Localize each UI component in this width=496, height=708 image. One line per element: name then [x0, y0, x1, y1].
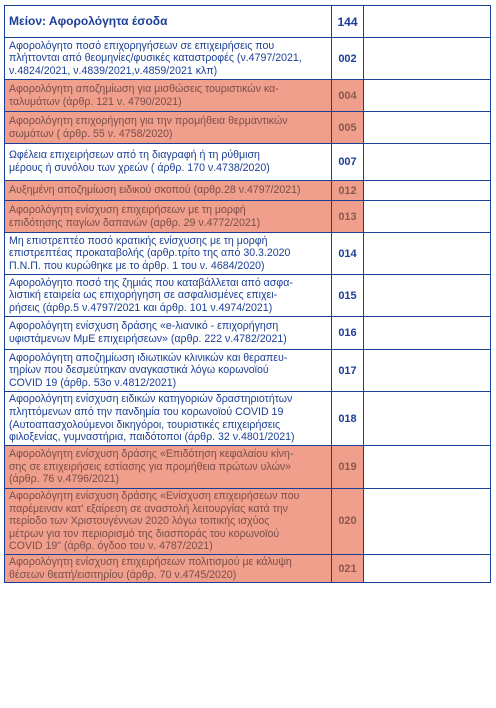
- description-line: σωμάτων ( άρθρ. 55 ν. 4758/2020): [9, 127, 173, 140]
- description-line: φιλοξενίας, γυμναστήρια, παιδότοποι (άρθρ. 32 ν.4801/2021): [9, 431, 295, 444]
- row-description: [5, 350, 332, 392]
- row-code: 021: [332, 554, 364, 582]
- row-code: 012: [332, 181, 364, 201]
- row-value-field[interactable]: [364, 80, 491, 112]
- row-description: [5, 80, 332, 112]
- row-description: [5, 489, 332, 555]
- row-code: 018: [332, 392, 364, 446]
- row-value-field[interactable]: [364, 446, 491, 489]
- row-description: [5, 392, 332, 446]
- row-code: 013: [332, 201, 364, 233]
- row-value-field[interactable]: [364, 201, 491, 233]
- description-line: COVID 19" (άρθρ. όγδοο του ν. 4787/2021): [9, 540, 213, 553]
- income-row-019: [5, 446, 491, 489]
- income-row-002: [5, 38, 491, 80]
- income-row-015: [5, 275, 491, 317]
- income-row-018: [5, 392, 491, 446]
- row-code: 002: [332, 38, 364, 80]
- description-line: Αφορολόγητη αποζημίωση ιδιωτικών κλινικών και θεραπευ-: [9, 351, 288, 364]
- description-line: Αφορολόγητη ενίσχυση δράσης «Ενίσχυση επιχειρήσεων που: [9, 490, 300, 502]
- row-description: [5, 144, 332, 181]
- non-taxable-income-table: [4, 5, 491, 583]
- description-line: Αφορολόγητη ενίσχυση δράσης «Επιδότηση κεφαλαίου κίνη-: [9, 448, 294, 461]
- row-code: 004: [332, 80, 364, 112]
- description-line: Αφορολόγητη ενίσχυση επιχειρήσεων πολιτισμού με κάλυψη: [9, 555, 292, 568]
- row-description: [5, 446, 332, 489]
- row-code: 019: [332, 446, 364, 489]
- income-row-007: [5, 144, 491, 181]
- description-line: (άρθρ. 76 ν.4796/2021): [9, 473, 120, 486]
- description-line: Ωφέλεια επιχειρήσεων από τη διαγραφή ή τη ρύθμιση: [9, 149, 260, 162]
- income-row-016: [5, 317, 491, 350]
- row-code: 007: [332, 144, 364, 181]
- description-line: ν.4824/2021, ν.4839/2021,ν.4859/2021 κλπ): [9, 64, 218, 77]
- description-line: COVID 19 (άρθρ. 53ο ν.4812/2021): [9, 376, 177, 389]
- description-line: περίοδο των Χριστουγέννων 2020 λόγω τοπικής ισχύος: [9, 515, 270, 528]
- row-value-field[interactable]: [364, 38, 491, 80]
- section-value-field[interactable]: [364, 6, 491, 38]
- description-line: επιστρεπτέας προκαταβολής (αρθρ.τρίτο της από 30.3.2020: [9, 247, 291, 260]
- description-line: μέρους ή συνόλου των χρεών ( άρθρ. 170 ν.4738/2020): [9, 162, 270, 174]
- row-value-field[interactable]: [364, 392, 491, 446]
- description-line: Αφορολόγητο ποσό επιχορηγήσεων σε επιχειρήσεις που: [9, 39, 275, 52]
- income-row-021: [5, 554, 491, 582]
- row-value-field[interactable]: [364, 233, 491, 275]
- row-value-field[interactable]: [364, 350, 491, 392]
- row-description: [5, 554, 332, 582]
- row-description: [5, 275, 332, 317]
- income-row-004: [5, 80, 491, 112]
- description-line: Αφορολόγητη ενίσχυση ειδικών κατηγοριών δραστηριοτήτων: [9, 393, 293, 406]
- row-code: 020: [332, 489, 364, 555]
- row-value-field[interactable]: [364, 275, 491, 317]
- row-value-field[interactable]: [364, 317, 491, 350]
- description-line: Αφορολόγητη επιχορήγηση για την προμήθεια θερμαντικών: [9, 114, 288, 127]
- row-description: [5, 38, 332, 80]
- row-description: [5, 317, 332, 350]
- income-row-012: [5, 181, 491, 201]
- row-value-field[interactable]: [364, 112, 491, 144]
- description-line: Αφορολόγητη αποζημίωση για μισθώσεις τουριστικών κα-: [9, 82, 279, 95]
- income-row-017: [5, 350, 491, 392]
- description-line: Αφορολόγητη ενίσχυση επιχειρήσεων με τη μορφή: [9, 203, 246, 216]
- description-line: θέσεων θεατή/εισιτηρίου (άρθρ. 70 ν.4745/2020): [9, 568, 237, 581]
- description-line: παρέμειναν κατ' εξαίρεση σε αναστολή λειτουργίας κατά την: [9, 502, 288, 515]
- description-line: Π.Ν.Π. που κυρώθηκε με το άρθρ. 1 του ν. 4684/2020): [9, 259, 265, 272]
- row-code: 015: [332, 275, 364, 317]
- description-line: λιστική εταιρεία ως επιχορήγηση σε ασφαλισμένες επιχει-: [9, 289, 278, 302]
- description-line: Αφορολόγητο ποσό της ζημιάς που καταβάλλεται από ασφα-: [9, 276, 293, 289]
- description-line: σης σε επιχειρήσεις εστίασης για προμήθεια πρώτων υλών»: [9, 460, 292, 473]
- section-code: 144: [332, 6, 364, 38]
- income-row-020: [5, 489, 491, 555]
- description-line: μέτρων για τον περιορισμό της διασποράς του κορωνοϊού: [9, 527, 280, 540]
- description-line: (Αυτοαπασχολούμενοι δικηγόροι, τουριστικές επιχειρήσεις: [9, 418, 281, 431]
- income-row-014: [5, 233, 491, 275]
- row-value-field[interactable]: [364, 144, 491, 181]
- description-line: τηρίων που δεσμεύτηκαν αναγκαστικά λόγω κορωνοϊού: [9, 364, 269, 377]
- section-header-row: [5, 6, 491, 38]
- description-line: Αφορολόγητη ενίσχυση δράσης «e-λιανικό - επιχορήγηση: [9, 320, 279, 333]
- description-line: πλήττονται από θεομηνίες/φυσικές καταστροφές (ν.4797/2021,: [9, 52, 302, 65]
- row-description: [5, 233, 332, 275]
- income-row-005: [5, 112, 491, 144]
- row-code: 005: [332, 112, 364, 144]
- row-code: 016: [332, 317, 364, 350]
- description-line: ταλυμάτων (άρθρ. 121 ν. 4790/2021): [9, 95, 182, 108]
- description-line: υφιστάμενων ΜμΕ επιχειρήσεων» (αρθρ. 222 ν.4782/2021): [9, 333, 287, 345]
- description-line: Αυξημένη αποζημίωση ειδικού σκοπού (αρθρ.28 ν.4797/2021): [9, 184, 301, 197]
- tax-form-section: [4, 5, 490, 583]
- description-line: επιδότησης παγίων δαπανών (αρθρ. 29 ν.4772/2021): [9, 216, 261, 229]
- description-line: πληττόμενων από την πανδημία του κορωνοϊού COVID 19: [9, 405, 284, 418]
- section-title: Μείον: Αφορολόγητα έσοδα: [5, 6, 332, 38]
- row-value-field[interactable]: [364, 181, 491, 201]
- description-line: Μη επιστρεπτέο ποσό κρατικής ενίσχυσης με τη μορφή: [9, 234, 268, 247]
- row-description: [5, 112, 332, 144]
- row-value-field[interactable]: [364, 489, 491, 555]
- description-line: ρήσεις (άρθρ.5 ν.4797/2021 και άρθρ. 101 ν.4974/2021): [9, 301, 273, 314]
- row-description: [5, 201, 332, 233]
- row-value-field[interactable]: [364, 554, 491, 582]
- row-code: 017: [332, 350, 364, 392]
- income-row-013: [5, 201, 491, 233]
- row-description: [5, 181, 332, 201]
- row-code: 014: [332, 233, 364, 275]
